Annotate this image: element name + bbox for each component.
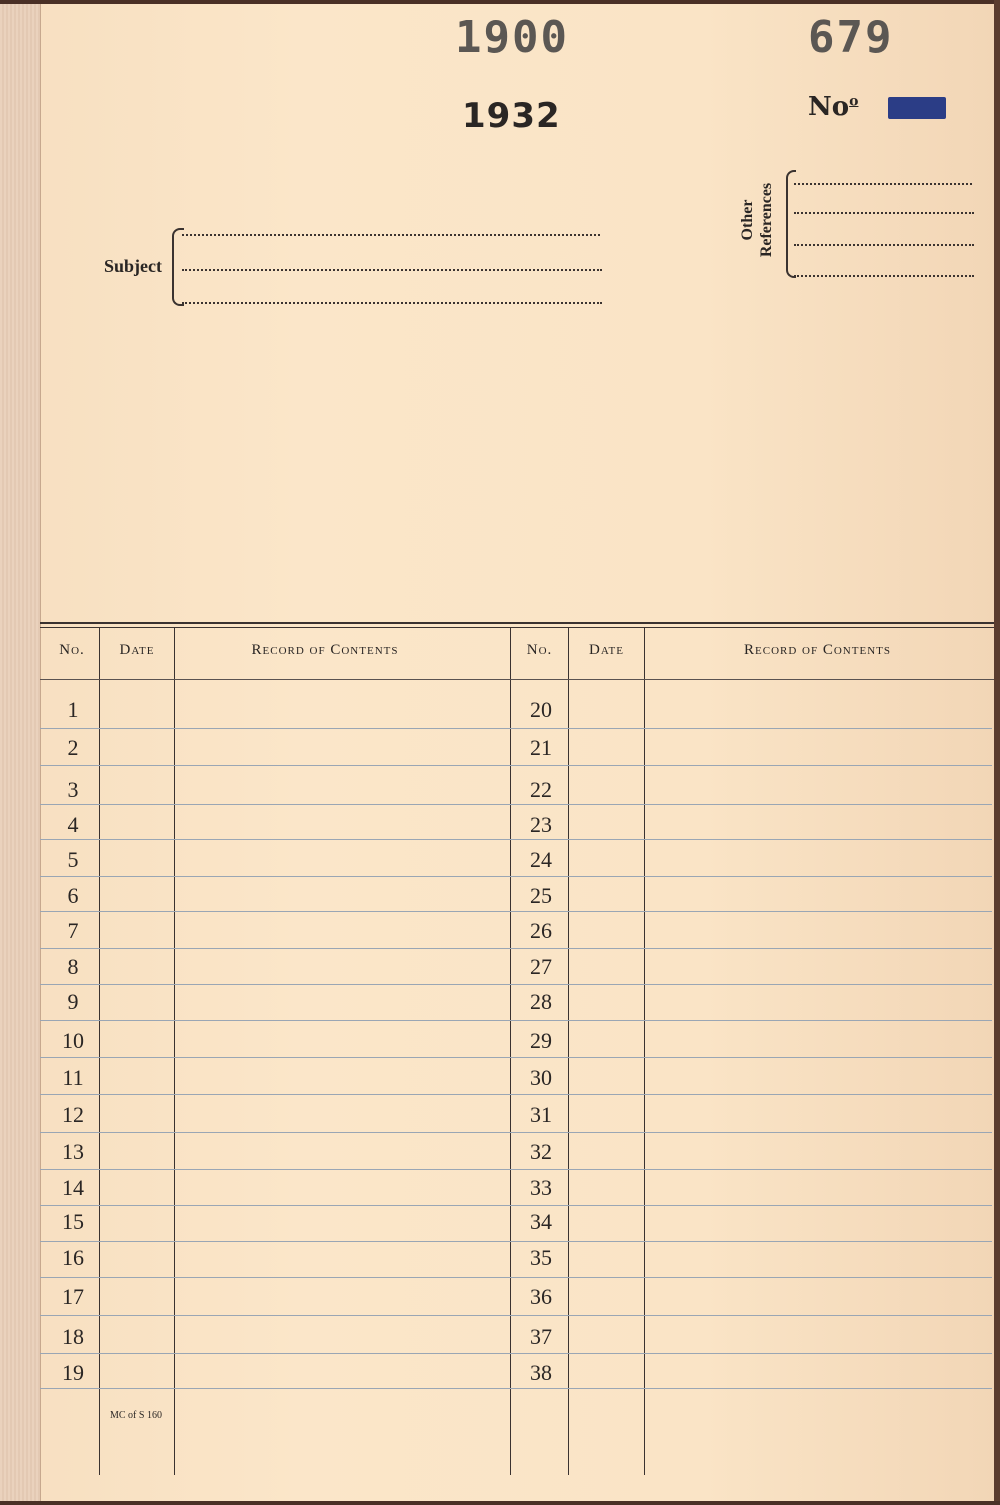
page-edge-top bbox=[0, 0, 1000, 4]
reference-line-2 bbox=[794, 212, 974, 214]
row-number-left: 8 bbox=[67, 954, 79, 979]
row-rule bbox=[40, 984, 992, 985]
row-number-left: 5 bbox=[67, 847, 79, 872]
table-top-rule bbox=[40, 622, 994, 624]
header-date-right: Date bbox=[589, 642, 624, 658]
subject-line-3 bbox=[182, 302, 602, 304]
row-number-left: 19 bbox=[62, 1360, 84, 1385]
header-underline bbox=[40, 679, 994, 680]
row-rule bbox=[40, 1169, 992, 1170]
row-number-right: 36 bbox=[530, 1284, 552, 1309]
row-number-left: 16 bbox=[62, 1245, 84, 1270]
row-rule bbox=[40, 1132, 992, 1133]
row-number-left: 18 bbox=[62, 1324, 84, 1349]
row-number-right: 21 bbox=[530, 735, 552, 760]
row-number-right: 38 bbox=[530, 1360, 552, 1385]
row-rule bbox=[40, 839, 992, 840]
header-record-right: Record of Contents bbox=[744, 642, 891, 658]
row-rule bbox=[40, 876, 992, 877]
row-number-left: 13 bbox=[62, 1139, 84, 1164]
row-number-right: 34 bbox=[530, 1209, 552, 1234]
row-rule bbox=[40, 1057, 992, 1058]
row-rule bbox=[40, 948, 992, 949]
row-number-left: 6 bbox=[67, 883, 79, 908]
row-number-left: 10 bbox=[62, 1028, 84, 1053]
row-number-right: 35 bbox=[530, 1245, 552, 1270]
header-no-left: No. bbox=[59, 642, 85, 658]
row-number-right: 30 bbox=[530, 1065, 552, 1090]
row-number-right: 29 bbox=[530, 1028, 552, 1053]
column-divider bbox=[644, 628, 645, 1475]
subject-brace bbox=[172, 228, 184, 306]
table-top-rule-inner bbox=[40, 627, 994, 628]
row-rule bbox=[40, 1205, 992, 1206]
row-rule bbox=[40, 1241, 992, 1242]
row-rule bbox=[40, 1094, 992, 1095]
page-edge-right bbox=[994, 0, 1000, 1505]
stamp-1900: 1900 bbox=[455, 12, 569, 63]
row-rule bbox=[40, 728, 992, 729]
page-edge-bottom bbox=[0, 1501, 1000, 1505]
row-rule bbox=[40, 1353, 992, 1354]
row-number-right: 25 bbox=[530, 883, 552, 908]
header-date-left: Date bbox=[119, 642, 155, 658]
row-number-left: 11 bbox=[62, 1065, 84, 1090]
row-rule bbox=[40, 1315, 992, 1316]
year-heading: 1932 bbox=[462, 96, 561, 136]
row-number-right: 37 bbox=[530, 1324, 552, 1349]
row-number-right: 32 bbox=[530, 1139, 552, 1164]
form-code: MC of S 160 bbox=[110, 1410, 162, 1421]
binding-spine bbox=[0, 0, 41, 1505]
row-number-right: 24 bbox=[530, 847, 552, 872]
other-references-brace bbox=[786, 170, 796, 278]
row-number-left: 15 bbox=[62, 1209, 84, 1234]
file-number-label: No$^o$ bbox=[808, 92, 859, 122]
reference-line-1 bbox=[794, 183, 972, 185]
subject-line-2 bbox=[182, 269, 602, 271]
row-number-right: 23 bbox=[530, 812, 552, 837]
row-rule bbox=[40, 1388, 992, 1389]
column-divider bbox=[174, 628, 175, 1475]
column-divider bbox=[510, 628, 511, 1475]
row-rule bbox=[40, 765, 992, 766]
stamp-679: 679 bbox=[808, 12, 894, 63]
row-number-right: 26 bbox=[530, 918, 552, 943]
row-number-left: 4 bbox=[67, 812, 79, 837]
row-number-right: 22 bbox=[530, 777, 552, 802]
row-number-left: 14 bbox=[62, 1175, 84, 1200]
row-number-left: 7 bbox=[67, 918, 79, 943]
header-no-right: No. bbox=[526, 642, 553, 658]
subject-label: Subject bbox=[104, 256, 162, 276]
row-number-right: 27 bbox=[530, 954, 552, 979]
header-record-left: Record of Contents bbox=[251, 642, 399, 658]
row-number-right: 20 bbox=[530, 697, 552, 722]
row-number-left: 2 bbox=[67, 735, 79, 760]
row-number-left: 1 bbox=[67, 697, 79, 722]
row-rule bbox=[40, 1020, 992, 1021]
row-number-left: 9 bbox=[67, 989, 79, 1014]
other-references-label: Other References bbox=[739, 182, 775, 258]
reference-line-4 bbox=[794, 275, 974, 277]
subject-line-1 bbox=[182, 234, 600, 236]
row-number-right: 31 bbox=[530, 1102, 552, 1127]
row-rule bbox=[40, 911, 992, 912]
row-number-left: 17 bbox=[62, 1284, 84, 1309]
row-number-left: 12 bbox=[62, 1102, 84, 1127]
row-rule bbox=[40, 804, 992, 805]
row-number-right: 33 bbox=[530, 1175, 552, 1200]
redacted-file-number bbox=[888, 97, 946, 119]
row-number-left: 3 bbox=[67, 777, 79, 802]
row-rule bbox=[40, 1277, 992, 1278]
row-number-right: 28 bbox=[530, 989, 552, 1014]
reference-line-3 bbox=[794, 244, 974, 246]
